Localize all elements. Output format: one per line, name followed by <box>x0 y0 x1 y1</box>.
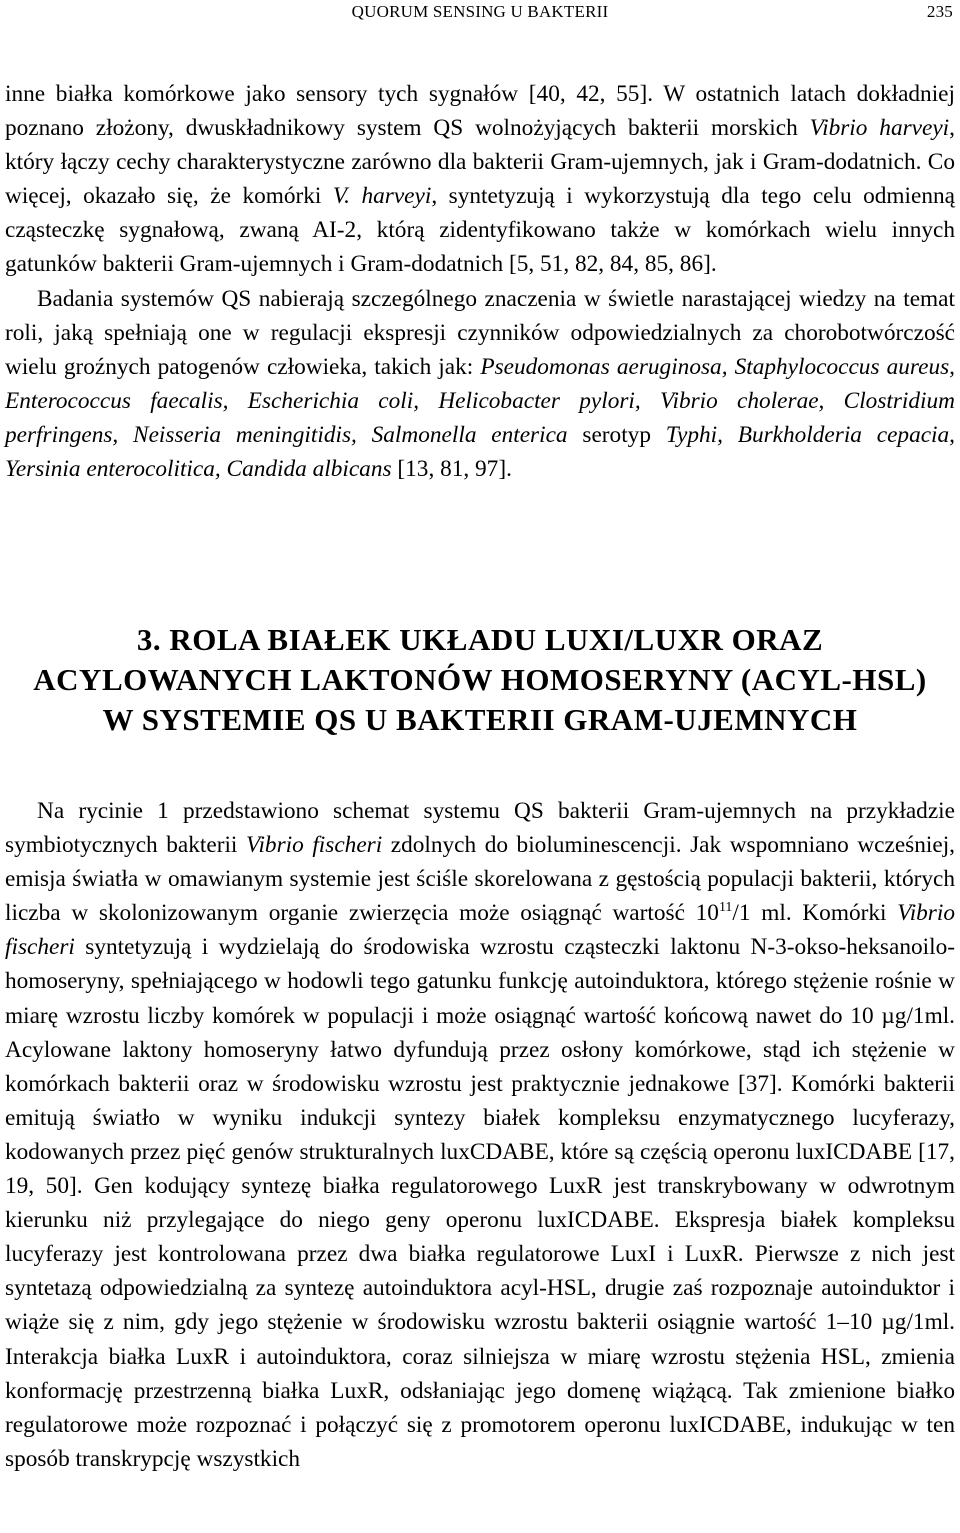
text-run: , syntetyzują i wykorzystują dla tego celu odmienną cząsteczkę sygnałową, zwaną AI-2, którą zidentyfikowano także w komórkach wielu innych gatunków bakterii Gram-ujemnych i Gram-dodatnich [5, 51, 82, 84, 85, 86]. <box>5 183 955 278</box>
italic-run: Typhi, Burkholderia cepacia, Yersinia enterocolitica, Candida albicans <box>5 421 956 483</box>
section-heading-line-1: 3. ROLA BIAŁEK UKŁADU LUXI/LUXR ORAZ <box>136 622 824 657</box>
italic-run: Pseudomonas aeruginosa, Staphylococcus aureus, Enterococcus faecalis, Escherichia coli, Helicobacter pylori, Vibrio cholerae, Clostridium perfringens, Neisseria meningitidis, Salmonella enterica <box>5 353 955 448</box>
body-text-section-1 <box>5 77 955 486</box>
text-run: serotyp <box>567 421 666 448</box>
text-run: syntetyzują i wydzielają do środowiska wzrostu cząsteczki laktonu N-3-okso-heksanoilo- homoseryny, spełniającego w hodowli tego gatunku funkcję autoinduktora, którego stężenie rośnie w miarę wzrostu liczby komórek w populacji i może osiągnąć wartość końcową nawet do 10 µg/1ml. Acylowane laktony homoseryny łatwo dyfundują przez osłony komórkowe, stąd ich stężenie w komórkach bakterii oraz w środowisku wzrostu jest praktycznie jednakowe [37]. Komórki bakterii emitują światło w wyniku indukcji syntezy białek kompleksu enzymatycznego lucyferazy, kodowanych przez pięć genów strukturalnych luxCDABE, które są częścią operonu luxICDABE [17, 19, 50]. Gen kodujący syntezę białka regulatorowego LuxR jest transkrybowany w odwrotnym kierunku niż przylegające do niego geny operonu luxICDABE. Ekspresja białek kompleksu lucyferazy jest kontrolowana przez dwa białka regulatorowe LuxI i LuxR. Pierwsze z nich jest syntetazą odpowiedzialną za syntezę autoinduktora acyl-HSL, drugie zaś rozpoznaje autoinduktor i wiąże się z nim, gdy jego stężenie w środowisku wzrostu bakterii osiągnie wartość 1–10 µg/1ml. Interakcja białka LuxR i autoinduktora, coraz silniejsza w miarę wzrostu stężenia HSL, zmienia konformację przestrzenną białka LuxR, odsłaniając jego domenę wiążącą. Tak zmienione białko regulatorowe może rozpoznać i połączyć się z promotorem operonu luxICDABE, indukując w ten sposób transkrypcję wszystkich <box>5 934 955 1472</box>
text-run: /1 ml. Komórki <box>732 900 898 927</box>
text-run: [13, 81, 97]. <box>391 456 512 483</box>
italic-run: Vibrio harveyi <box>809 115 950 142</box>
text-run: , który łączy cechy charakterystyczne zarówno dla bakterii Gram-ujemnych, jak i Gram-dodatnich. Co więcej, okazało się, że komórki <box>5 115 955 210</box>
italic-run: Vibrio fischeri <box>5 900 955 961</box>
running-head-title: QUORUM SENSING U BAKTERII <box>351 2 609 21</box>
italic-run: Vibrio fischeri <box>245 832 383 859</box>
paragraph <box>5 282 955 487</box>
paragraph <box>5 77 955 282</box>
section-heading-line-3: W SYSTEMIE QS U BAKTERII GRAM-UJEMNYCH <box>102 702 858 737</box>
text-run: Na rycinie 1 przedstawiono schemat systemu QS bakterii Gram-ujemnych na przykładzie symbiotycznych bakterii <box>5 798 955 859</box>
italic-run: V. harveyi <box>332 183 432 210</box>
running-head <box>0 2 960 24</box>
page-number: 235 <box>926 2 953 21</box>
section-heading-line-2: ACYLOWANYCH LAKTONÓW HOMOSERYNY (ACYL-HSL) <box>33 662 927 697</box>
section-heading <box>0 620 960 740</box>
superscript-run: 11 <box>718 900 733 916</box>
text-run: zdolnych do bioluminescencji. Jak wspomniano wcześniej, emisja światła w omawianym systemie jest ściśle skorelowana z gęstością populacji bakterii, których liczba w skolonizowanym organie zwierzęcia może osiągnąć wartość 10 <box>5 832 955 927</box>
text-run: Badania systemów QS nabierają szczególnego znaczenia w świetle narastającej wiedzy na temat roli, jaką spełniają one w regulacji ekspresji czynników odpowiedzialnych za chorobotwórczość wielu groźnych patogenów człowieka, takich jak: <box>5 285 955 380</box>
body-text-section-2 <box>5 794 955 1476</box>
text-run: inne białka komórkowe jako sensory tych sygnałów [40, 42, 55]. W ostatnich latach dokładniej poznano złożony, dwuskładnikowy system QS wolnożyjących bakterii morskich <box>5 81 955 142</box>
paragraph <box>5 794 955 1476</box>
